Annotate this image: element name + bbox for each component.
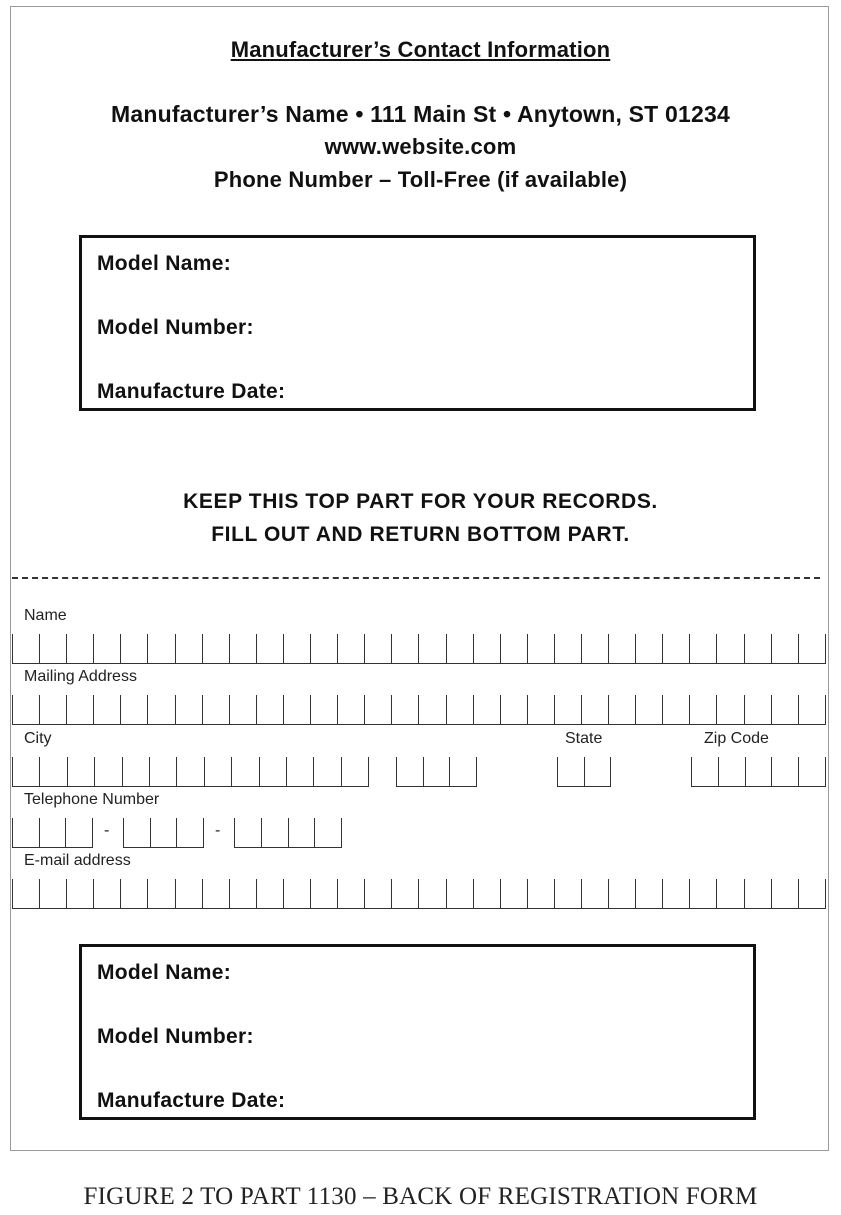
- character-box[interactable]: [12, 818, 39, 847]
- character-box[interactable]: [12, 695, 39, 724]
- character-box[interactable]: [256, 634, 283, 663]
- character-box[interactable]: [256, 695, 283, 724]
- character-box[interactable]: [39, 879, 66, 908]
- zip-code-input-boxes[interactable]: [691, 757, 826, 787]
- mailing-address-input-boxes[interactable]: [12, 695, 826, 725]
- character-box[interactable]: [662, 879, 689, 908]
- manufacturer-website: www.website.com: [324, 134, 517, 159]
- character-box[interactable]: [256, 879, 283, 908]
- character-box[interactable]: [771, 695, 798, 724]
- name-input-boxes[interactable]: [12, 634, 826, 664]
- character-box[interactable]: [798, 634, 826, 663]
- character-box[interactable]: [66, 695, 93, 724]
- character-box[interactable]: [150, 818, 177, 847]
- character-box[interactable]: [689, 634, 716, 663]
- character-box[interactable]: [608, 879, 635, 908]
- character-box[interactable]: [744, 634, 771, 663]
- character-box[interactable]: [176, 818, 204, 847]
- character-box[interactable]: [310, 695, 337, 724]
- manufacturer-phone: Phone Number – Toll-Free (if available): [213, 167, 628, 192]
- character-box[interactable]: [12, 757, 39, 786]
- character-box[interactable]: [527, 879, 554, 908]
- character-box[interactable]: [798, 695, 826, 724]
- character-box[interactable]: [310, 879, 337, 908]
- character-box[interactable]: [689, 695, 716, 724]
- character-box[interactable]: [120, 695, 147, 724]
- character-box[interactable]: [175, 695, 202, 724]
- character-box[interactable]: [635, 634, 662, 663]
- character-box[interactable]: [229, 634, 256, 663]
- character-box[interactable]: [771, 757, 798, 786]
- manufacture-date-label: Manufacture Date:: [97, 1089, 286, 1112]
- character-box[interactable]: [446, 879, 473, 908]
- character-box[interactable]: [689, 879, 716, 908]
- character-box[interactable]: [449, 757, 477, 786]
- character-box[interactable]: [175, 879, 202, 908]
- character-box[interactable]: [12, 634, 39, 663]
- phone-separator-2: -: [215, 822, 221, 839]
- character-box[interactable]: [204, 757, 231, 786]
- model-name-label: Model Name:: [97, 961, 231, 984]
- phone-area-code-boxes[interactable]: [12, 818, 93, 848]
- model-number-label: Model Number:: [97, 316, 254, 339]
- character-box[interactable]: [341, 757, 369, 786]
- city-input-boxes-extra[interactable]: [396, 757, 477, 787]
- character-box[interactable]: [500, 879, 527, 908]
- character-box[interactable]: [581, 634, 608, 663]
- character-box[interactable]: [473, 695, 500, 724]
- character-box[interactable]: [584, 757, 612, 786]
- character-box[interactable]: [147, 634, 174, 663]
- character-box[interactable]: [446, 634, 473, 663]
- character-box[interactable]: [554, 879, 581, 908]
- character-box[interactable]: [66, 879, 93, 908]
- mailing-address-label: Mailing Address: [24, 668, 137, 685]
- character-box[interactable]: [527, 695, 554, 724]
- character-box[interactable]: [391, 879, 418, 908]
- character-box[interactable]: [39, 634, 66, 663]
- state-label: State: [565, 730, 603, 747]
- character-box[interactable]: [500, 695, 527, 724]
- character-box[interactable]: [364, 634, 391, 663]
- character-box[interactable]: [662, 695, 689, 724]
- model-info-box-bottom: [79, 944, 756, 1120]
- model-number-label: Model Number:: [97, 1025, 254, 1048]
- model-name-label: Model Name:: [97, 252, 231, 275]
- character-box[interactable]: [391, 695, 418, 724]
- return-notice: FILL OUT AND RETURN BOTTOM PART.: [211, 523, 630, 546]
- city-label: City: [24, 730, 52, 747]
- character-box[interactable]: [554, 695, 581, 724]
- character-box[interactable]: [581, 879, 608, 908]
- character-box[interactable]: [147, 695, 174, 724]
- character-box[interactable]: [473, 879, 500, 908]
- character-box[interactable]: [314, 818, 342, 847]
- character-box[interactable]: [662, 634, 689, 663]
- character-box[interactable]: [473, 634, 500, 663]
- phone-line-number-boxes[interactable]: [234, 818, 342, 848]
- character-box[interactable]: [446, 695, 473, 724]
- character-box[interactable]: [12, 879, 39, 908]
- character-box[interactable]: [231, 757, 258, 786]
- character-box[interactable]: [120, 879, 147, 908]
- character-box[interactable]: [310, 634, 337, 663]
- character-box[interactable]: [229, 879, 256, 908]
- character-box[interactable]: [176, 757, 203, 786]
- manufacture-date-label: Manufacture Date:: [97, 380, 286, 403]
- model-info-box-top: [79, 235, 756, 411]
- character-box[interactable]: [234, 818, 261, 847]
- character-box[interactable]: [745, 757, 772, 786]
- character-box[interactable]: [581, 695, 608, 724]
- character-box[interactable]: [527, 634, 554, 663]
- character-box[interactable]: [283, 634, 310, 663]
- telephone-label: Telephone Number: [24, 791, 160, 808]
- character-box[interactable]: [608, 634, 635, 663]
- character-box[interactable]: [261, 818, 288, 847]
- character-box[interactable]: [608, 695, 635, 724]
- character-box[interactable]: [798, 757, 826, 786]
- character-box[interactable]: [175, 634, 202, 663]
- character-box[interactable]: [500, 634, 527, 663]
- character-box[interactable]: [229, 695, 256, 724]
- character-box[interactable]: [94, 757, 121, 786]
- phone-separator-1: -: [104, 822, 110, 839]
- character-box[interactable]: [93, 634, 120, 663]
- city-input-boxes[interactable]: [12, 757, 369, 787]
- character-box[interactable]: [39, 757, 66, 786]
- tear-off-line: [12, 577, 820, 579]
- name-label: Name: [24, 607, 67, 624]
- character-box[interactable]: [283, 695, 310, 724]
- character-box[interactable]: [554, 634, 581, 663]
- character-box[interactable]: [122, 757, 149, 786]
- character-box[interactable]: [39, 818, 66, 847]
- character-box[interactable]: [718, 757, 745, 786]
- character-box[interactable]: [364, 695, 391, 724]
- character-box[interactable]: [744, 879, 771, 908]
- character-box[interactable]: [259, 757, 286, 786]
- character-box[interactable]: [67, 757, 94, 786]
- character-box[interactable]: [635, 695, 662, 724]
- character-box[interactable]: [313, 757, 340, 786]
- phone-prefix-boxes[interactable]: [123, 818, 204, 848]
- keep-notice: KEEP THIS TOP PART FOR YOUR RECORDS.: [183, 490, 658, 513]
- character-box[interactable]: [149, 757, 176, 786]
- email-label: E-mail address: [24, 852, 131, 869]
- character-box[interactable]: [744, 695, 771, 724]
- manufacturer-address: Manufacturer’s Name • 111 Main St • Anytown, ST 01234: [111, 101, 730, 127]
- character-box[interactable]: [123, 818, 150, 847]
- character-box[interactable]: [202, 879, 229, 908]
- character-box[interactable]: [337, 695, 364, 724]
- character-box[interactable]: [147, 879, 174, 908]
- character-box[interactable]: [418, 695, 445, 724]
- character-box[interactable]: [396, 757, 423, 786]
- character-box[interactable]: [771, 634, 798, 663]
- character-box[interactable]: [418, 634, 445, 663]
- character-box[interactable]: [120, 634, 147, 663]
- character-box[interactable]: [93, 695, 120, 724]
- character-box[interactable]: [66, 634, 93, 663]
- character-box[interactable]: [418, 879, 445, 908]
- contact-heading: Manufacturer’s Contact Information: [230, 37, 611, 62]
- character-box[interactable]: [202, 695, 229, 724]
- character-box[interactable]: [691, 757, 718, 786]
- character-box[interactable]: [337, 634, 364, 663]
- character-box[interactable]: [288, 818, 315, 847]
- character-box[interactable]: [65, 818, 93, 847]
- character-box[interactable]: [423, 757, 450, 786]
- character-box[interactable]: [716, 879, 743, 908]
- character-box[interactable]: [716, 634, 743, 663]
- zip-code-label: Zip Code: [704, 730, 769, 747]
- character-box[interactable]: [364, 879, 391, 908]
- figure-caption: FIGURE 2 TO PART 1130 – BACK OF REGISTRATION FORM: [83, 1183, 758, 1210]
- character-box[interactable]: [771, 879, 798, 908]
- character-box[interactable]: [202, 634, 229, 663]
- character-box[interactable]: [93, 879, 120, 908]
- state-input-boxes[interactable]: [557, 757, 611, 787]
- email-input-boxes[interactable]: [12, 879, 826, 909]
- character-box[interactable]: [798, 879, 826, 908]
- character-box[interactable]: [39, 695, 66, 724]
- character-box[interactable]: [391, 634, 418, 663]
- character-box[interactable]: [557, 757, 584, 786]
- character-box[interactable]: [283, 879, 310, 908]
- character-box[interactable]: [635, 879, 662, 908]
- character-box[interactable]: [337, 879, 364, 908]
- character-box[interactable]: [286, 757, 313, 786]
- character-box[interactable]: [716, 695, 743, 724]
